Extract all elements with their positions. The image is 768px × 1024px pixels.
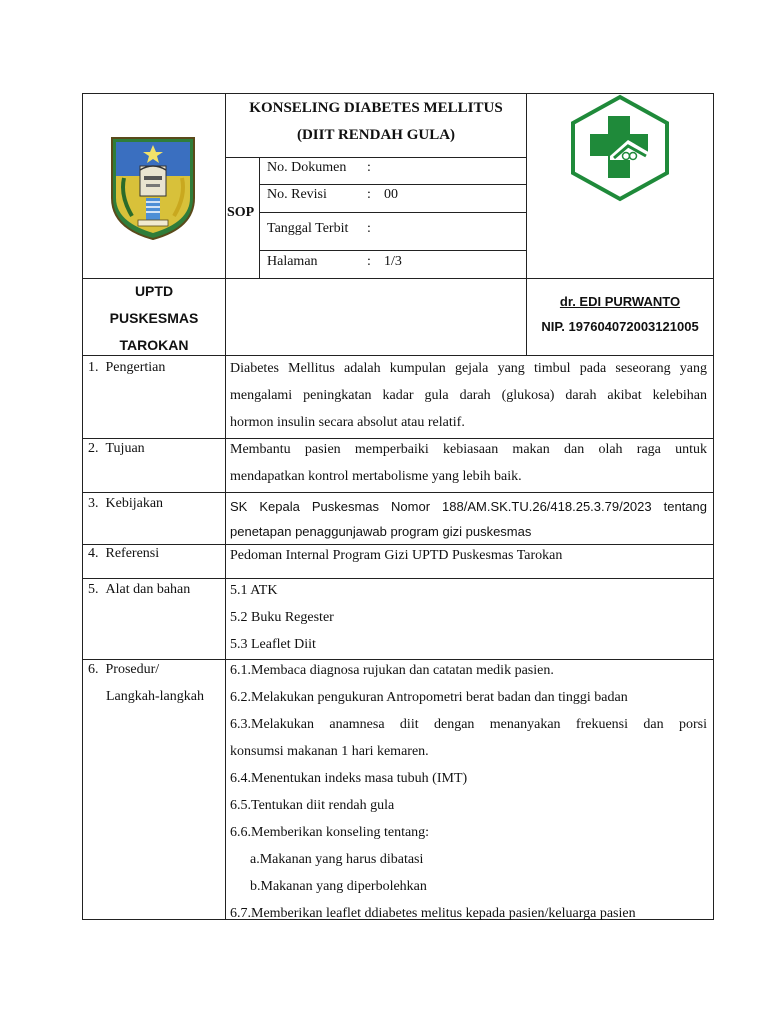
referensi-content xyxy=(230,542,707,569)
section-number: 1. xyxy=(88,360,99,375)
meta-divider xyxy=(259,184,526,185)
column-divider xyxy=(526,93,527,356)
meta-divider xyxy=(259,212,526,213)
section-number: 5. xyxy=(88,582,99,597)
signer-name: dr. EDI PURWANTO xyxy=(559,294,681,309)
section-label-pengertian xyxy=(88,360,165,376)
procedure-step: 6.1.Membaca diagnosa rujukan dan catatan medik pasien. xyxy=(230,663,554,678)
procedure-step: konsumsi makanan 1 hari kemaren. xyxy=(230,744,429,759)
column-divider xyxy=(225,93,226,920)
meta-value-no-revisi: 00 xyxy=(384,187,398,202)
kebijakan-content xyxy=(230,494,707,544)
section-title: Pengertian xyxy=(105,360,166,375)
section-title: Alat dan bahan xyxy=(105,582,191,597)
meta-value-halaman: 1/3 xyxy=(384,254,402,269)
puskesmas-logo xyxy=(570,94,670,202)
procedure-step: 6.6.Memberikan konseling tentang: xyxy=(230,825,430,840)
org-line: UPTD xyxy=(134,283,174,299)
content-line: SK Kepala Puskesmas Nomor 188/AM.SK.TU.26/418.25.3.79/2023 tentang xyxy=(230,499,707,514)
organization-name xyxy=(83,278,225,359)
sop-label: SOP xyxy=(227,205,255,220)
meta-colon: : xyxy=(367,187,371,202)
regency-emblem xyxy=(110,136,196,241)
meta-colon: : xyxy=(367,254,371,269)
section-title: Referensi xyxy=(105,546,160,561)
org-line: PUSKESMAS xyxy=(109,310,199,326)
tujuan-content xyxy=(230,436,707,490)
alat-bahan-content xyxy=(230,577,707,658)
list-item: 5.2 Buku Regester xyxy=(230,610,334,625)
meta-label-tanggal-terbit: Tanggal Terbit xyxy=(267,221,349,236)
section-label-kebijakan xyxy=(88,496,163,512)
procedure-substep: b.Makanan yang diperbolehkan xyxy=(250,879,427,894)
section-label-prosedur xyxy=(88,662,159,678)
table-border-right xyxy=(713,93,714,920)
list-item: 5.1 ATK xyxy=(230,583,278,598)
section-label-langkah: Langkah-langkah xyxy=(106,689,204,704)
procedure-step: 6.3.Melakukan anamnesa diit dengan menanyakan frekuensi dan porsi xyxy=(230,717,707,732)
content-line: Membantu pasien memperbaiki kebiasaan makan dan olah raga untuk xyxy=(230,442,707,457)
content-line: mendapatkan kontrol mertabolisme yang lebih baik. xyxy=(230,469,522,484)
content-line: Pedoman Internal Program Gizi UPTD Puskesmas Tarokan xyxy=(230,548,563,563)
sop-column-divider xyxy=(259,157,260,278)
prosedur-content xyxy=(230,657,707,927)
meta-colon: : xyxy=(367,221,371,236)
procedure-step: 6.7.Memberikan leaflet ddiabetes melitus kepada pasien/keluarga pasien xyxy=(230,906,636,921)
section-number: 4. xyxy=(88,546,99,561)
content-line: mengalami peningkatan kadar gula darah (glukosa) darah akibat kelebihan xyxy=(230,388,707,403)
section-number: 6. xyxy=(88,662,99,677)
meta-label-no-dokumen: No. Dokumen xyxy=(267,160,347,175)
section-label-referensi xyxy=(88,546,159,562)
section-title: Prosedur/ xyxy=(105,662,160,677)
section-number: 2. xyxy=(88,441,99,456)
procedure-step: 6.5.Tentukan diit rendah gula xyxy=(230,798,395,813)
procedure-step: 6.2.Melakukan pengukuran Antropometri berat badan dan tinggi badan xyxy=(230,690,628,705)
pengertian-content xyxy=(230,355,707,436)
section-title: Tujuan xyxy=(105,441,145,456)
signer-nip: NIP. 197604072003121005 xyxy=(541,319,699,334)
section-title: Kebijakan xyxy=(105,496,164,511)
section-number: 3. xyxy=(88,496,99,511)
procedure-substep: a.Makanan yang harus dibatasi xyxy=(250,852,424,867)
meta-colon: : xyxy=(367,160,371,175)
document-title: KONSELING DIABETES MELLITUS xyxy=(249,100,503,116)
row-divider xyxy=(82,492,714,493)
meta-label-halaman: Halaman xyxy=(267,254,318,269)
list-item: 5.3 Leaflet Diit xyxy=(230,637,316,652)
document-subtitle: (DIIT RENDAH GULA) xyxy=(296,127,456,143)
content-line: Diabetes Mellitus adalah kumpulan gejala yang timbul pada seseorang yang xyxy=(230,361,707,376)
meta-label-no-revisi: No. Revisi xyxy=(267,187,327,202)
org-line: TAROKAN xyxy=(119,337,189,353)
meta-divider xyxy=(259,250,526,251)
section-label-tujuan xyxy=(88,441,145,457)
section-label-alat-dan-bahan xyxy=(88,582,190,598)
content-line: penetapan penaggunjawab program gizi puskesmas xyxy=(230,524,532,539)
table-border-left xyxy=(82,93,83,920)
coat-of-arms-icon xyxy=(110,136,196,241)
procedure-step: 6.4.Menentukan indeks masa tubuh (IMT) xyxy=(230,771,468,786)
content-line: hormon insulin secara absolut atau relatif. xyxy=(230,415,465,430)
meta-divider xyxy=(225,157,526,158)
green-cross-logo-icon xyxy=(570,94,670,202)
